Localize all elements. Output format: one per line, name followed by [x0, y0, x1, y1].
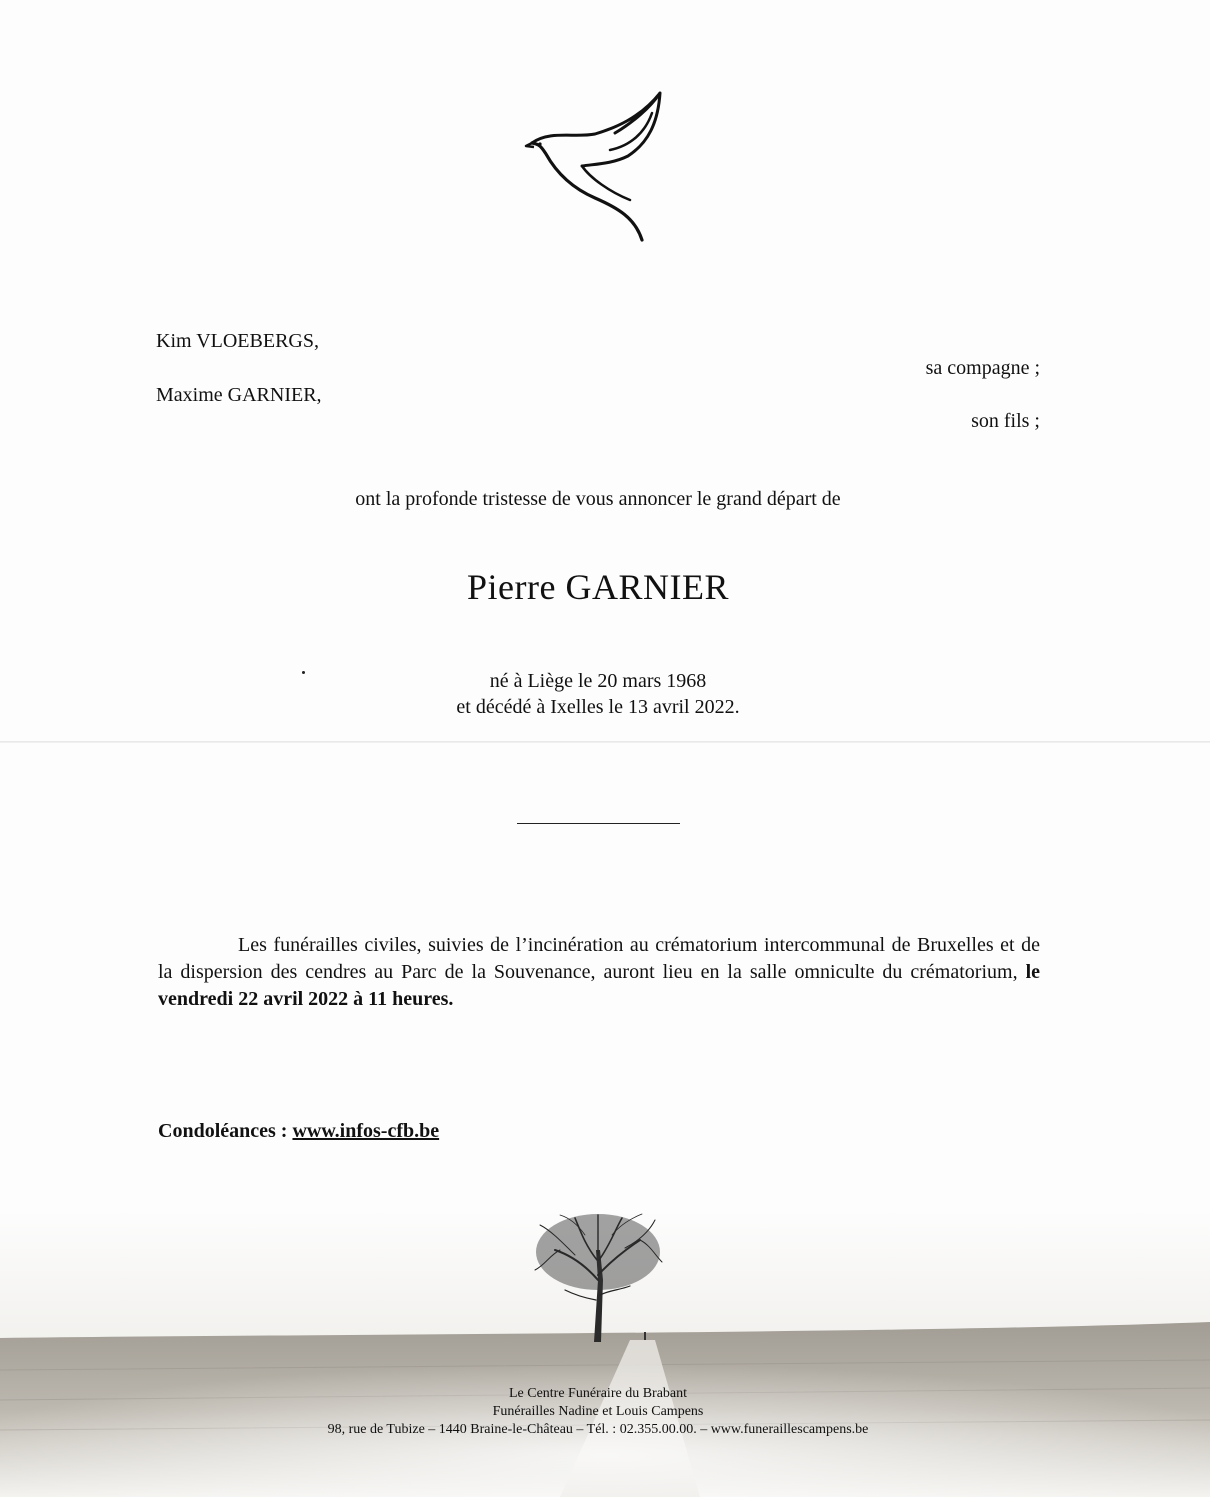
family-member-name: Maxime GARNIER,: [156, 384, 322, 406]
footer-line-1: Le Centre Funéraire du Brabant: [508, 1386, 688, 1401]
footer-line-3: 98, rue de Tubize – 1440 Braine-le-Château – Tél. : 02.355.00.00. – www.funeraillescampens.be: [327, 1422, 869, 1437]
condolences-link[interactable]: www.infos-cfb.be: [292, 1120, 440, 1142]
footer-line-2: Funérailles Nadine et Louis Campens: [492, 1404, 704, 1419]
separator-line: [517, 823, 680, 824]
funeral-details: [158, 932, 1040, 1013]
deceased-name: Pierre GARNIER: [467, 567, 729, 607]
condolences-label: Condoléances :: [158, 1120, 293, 1142]
fold-line: [0, 741, 1210, 743]
family-member-relation: sa compagne ;: [925, 357, 1040, 379]
family-member-relation: son fils ;: [971, 410, 1040, 432]
dove-icon: [520, 88, 670, 244]
death-line: et décédé à Ixelles le 13 avril 2022.: [456, 696, 740, 718]
birth-line: né à Liège le 20 mars 1968: [489, 670, 707, 692]
announcement-intro: ont la profonde tristesse de vous annoncer le grand départ de: [355, 488, 841, 510]
funeral-home-footer: [0, 1385, 1196, 1439]
condolences: [158, 1120, 439, 1143]
family-member-name: Kim VLOEBERGS,: [156, 330, 319, 352]
tree-landscape-image: [0, 1210, 1210, 1497]
birth-death-info: [0, 668, 1196, 720]
funeral-datetime: le vendredi 22 avril 2022 à 11 heures.: [158, 961, 1040, 1010]
funeral-text: Les funérailles civiles, suivies de l’incinération au crématorium intercommunal de Bruxelles et de la dispersion des cendres au Parc de la Souvenance, auront lieu en la salle omniculte du crématorium,: [158, 934, 1040, 983]
